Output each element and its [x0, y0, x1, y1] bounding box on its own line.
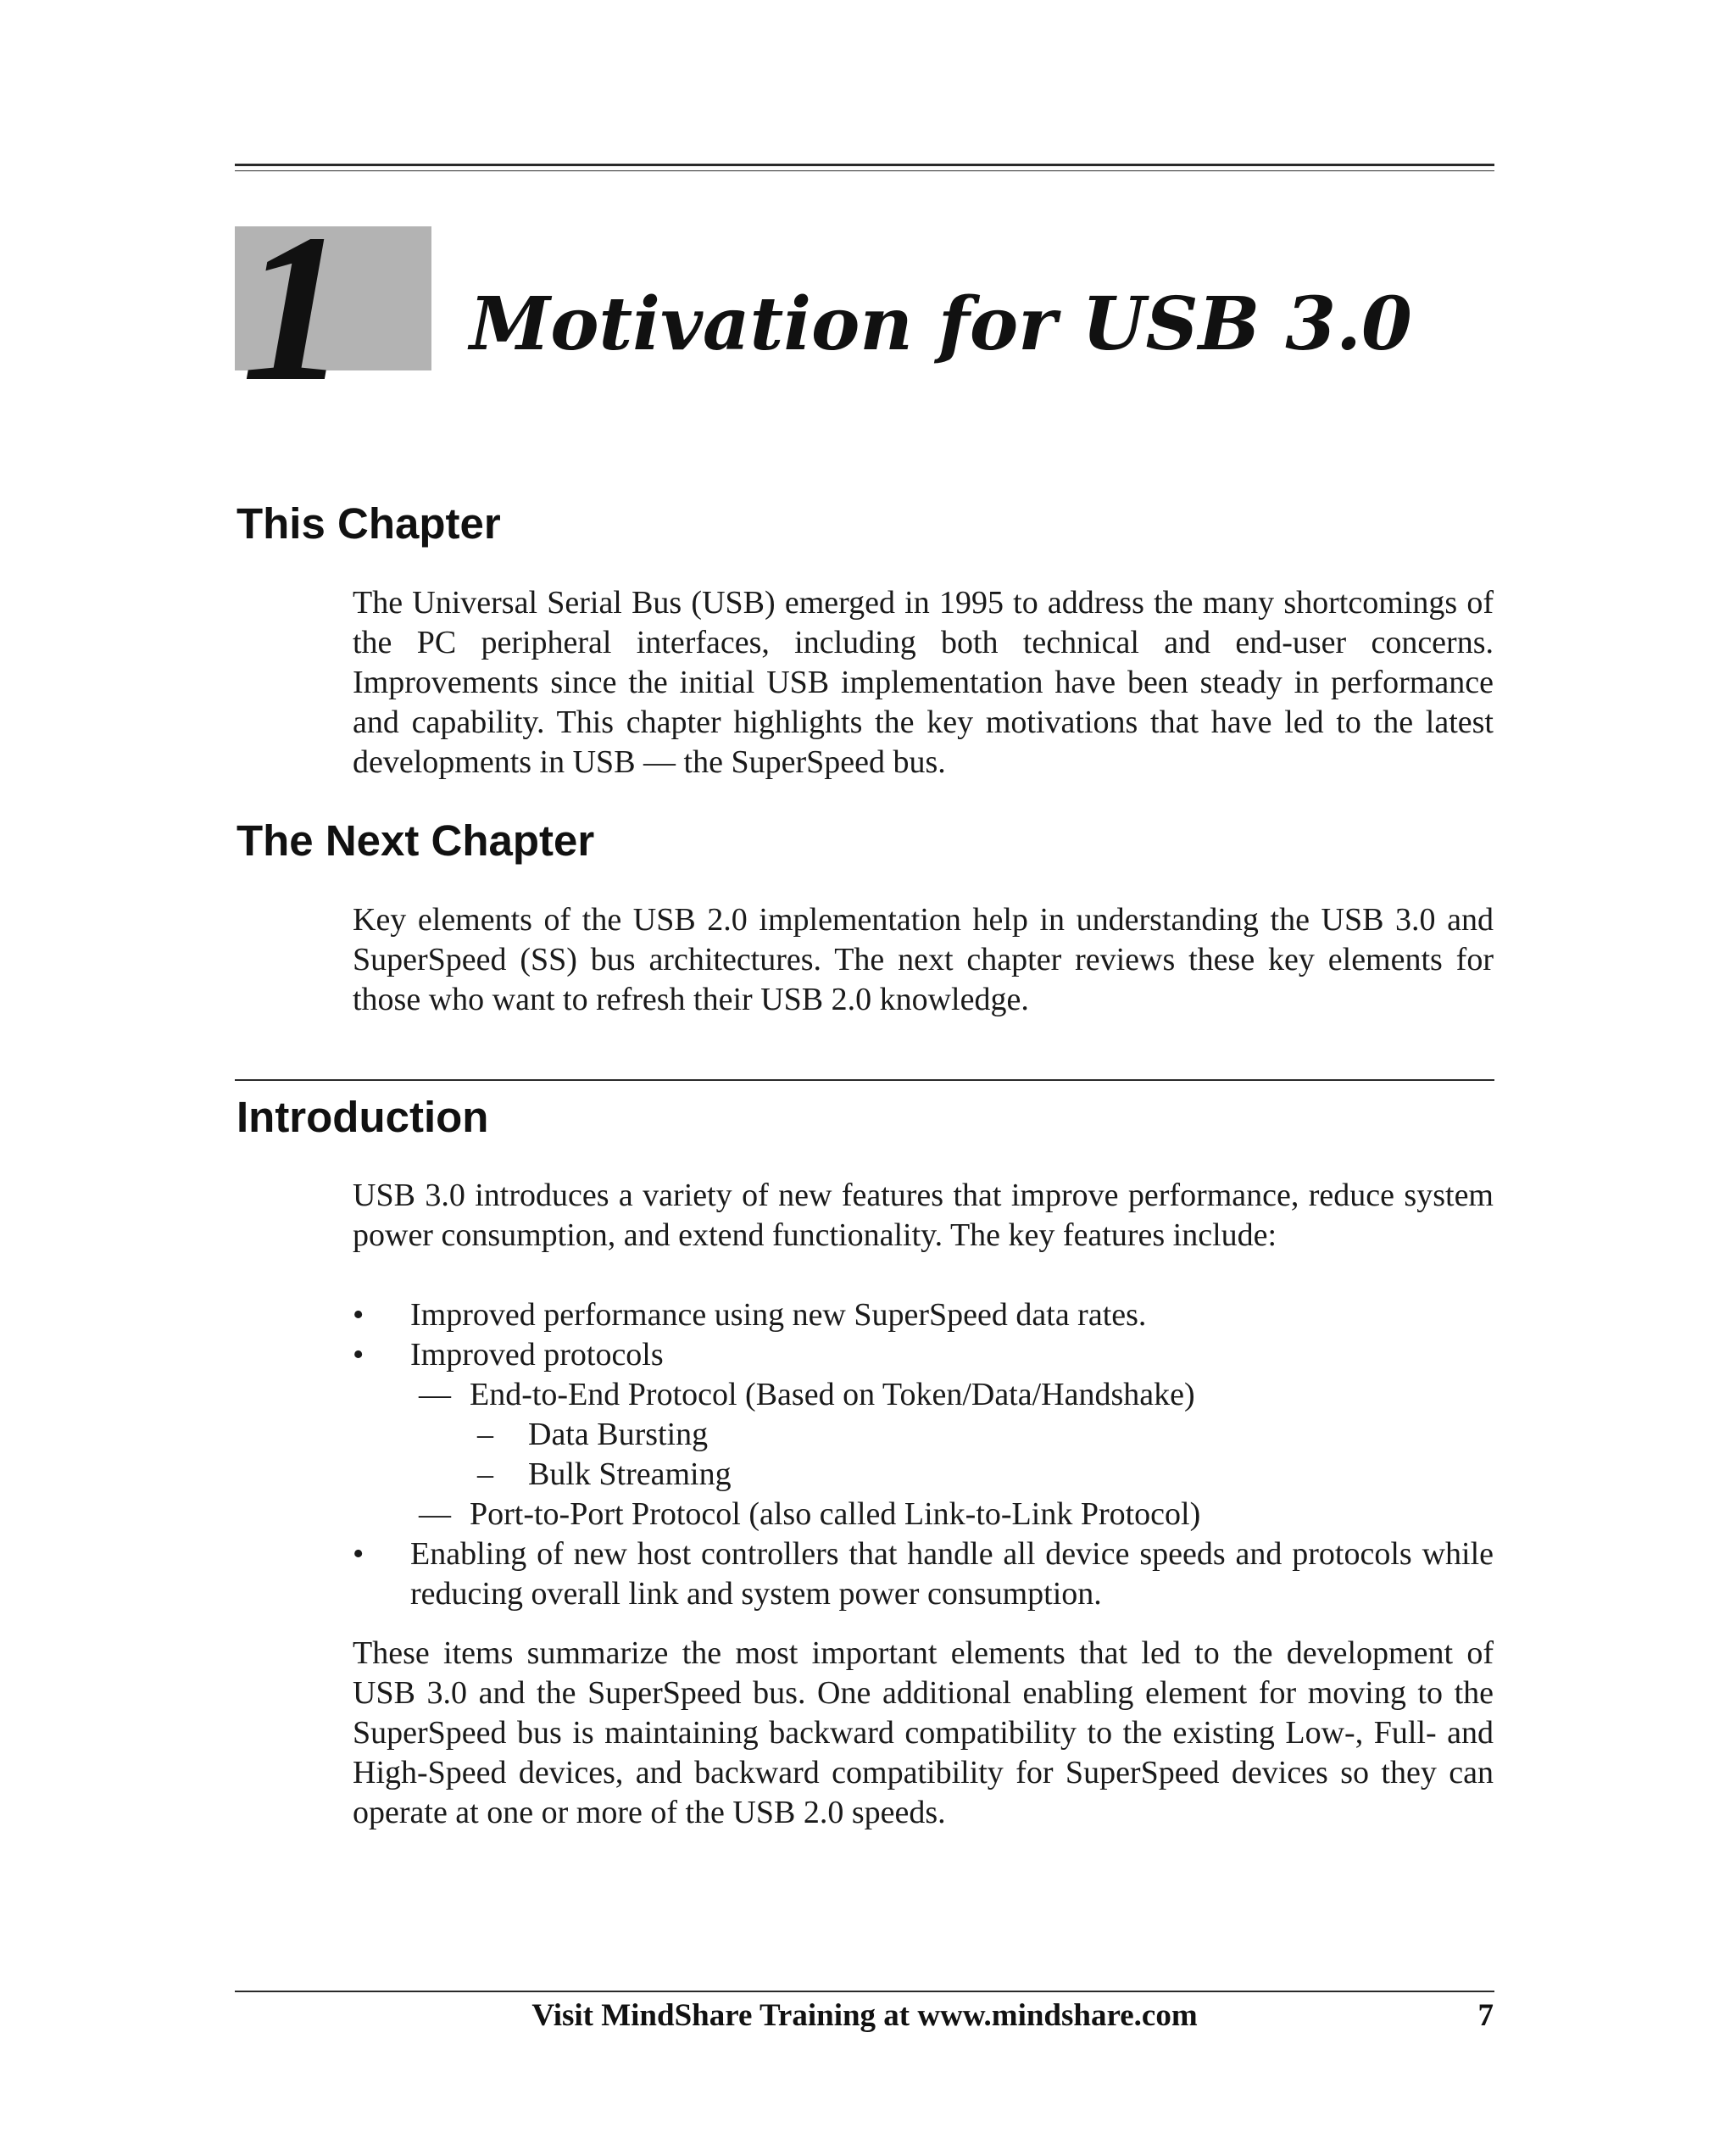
page-number: 7: [1477, 1998, 1494, 2033]
heading-next-chapter: The Next Chapter: [236, 816, 595, 865]
feature-text: Improved performance using new SuperSpeed data rates.: [410, 1297, 1147, 1333]
feature-text: Port-to-Port Protocol (also called Link-to-Link Protocol): [470, 1496, 1201, 1532]
footer-text: Visit MindShare Training at www.mindshare.com: [531, 1998, 1198, 2033]
chapter-title: Motivation for USB 3.0: [470, 281, 1412, 367]
section-divider: [235, 1079, 1494, 1081]
feature-list: [353, 1295, 1494, 1614]
feature-text: Data Bursting: [528, 1417, 709, 1452]
feature-subitem: [353, 1375, 1494, 1415]
feature-item: [353, 1534, 1494, 1614]
em-dash-marker: —: [419, 1377, 451, 1412]
feature-text: Bulk Streaming: [528, 1456, 732, 1492]
bullet-marker: •: [353, 1337, 364, 1373]
heading-introduction: Introduction: [236, 1093, 489, 1141]
feature-subsubitem: [353, 1455, 1494, 1495]
feature-subsubitem: [353, 1415, 1494, 1455]
feature-text: Improved protocols: [410, 1337, 664, 1373]
feature-item: [353, 1295, 1494, 1335]
chapter-number: 1: [242, 191, 348, 426]
closing-paragraph: These items summarize the most important elements that led to the development of USB 3.0 and the SuperSpeed bus. One additional enabling element for moving to the SuperSpeed bus is maintaining backward compatibility to the existing Low-, Full- and High-Speed devices, and backward compatibility for SuperSpeed devices so they can operate at one or more of the USB 2.0 speeds.: [353, 1635, 1494, 1830]
en-dash-marker: –: [477, 1456, 493, 1492]
heading-this-chapter: This Chapter: [236, 499, 501, 548]
introduction-paragraph: USB 3.0 introduces a variety of new features that improve performance, reduce system power consumption, and extend functionality. The key features include:: [353, 1178, 1494, 1253]
feature-subitem: [353, 1495, 1494, 1534]
feature-text: End-to-End Protocol (Based on Token/Data/Handshake): [470, 1377, 1195, 1412]
bullet-marker: •: [353, 1297, 364, 1333]
en-dash-marker: –: [477, 1417, 493, 1452]
header-rule-thin: [235, 170, 1494, 171]
em-dash-marker: —: [419, 1496, 451, 1532]
next-chapter-paragraph: Key elements of the USB 2.0 implementation help in understanding the USB 3.0 and SuperSpeed (SS) bus architectures. The next chapter reviews these key elements for those who want to refresh their USB 2.0 knowledge.: [353, 902, 1494, 1017]
chapter-number-box: [235, 191, 431, 426]
header-rule-thick: [235, 164, 1494, 166]
this-chapter-paragraph: The Universal Serial Bus (USB) emerged in 1995 to address the many shortcomings of the PC peripheral interfaces, including both technical and end-user concerns. Improvements since the initial USB implementation have been steady in performance and capability. This chapter highlights the key motivations that have led to the latest developments in USB — the SuperSpeed bus.: [353, 585, 1494, 780]
feature-text: Enabling of new host controllers that handle all device speeds and protocols while reducing overall link and system power consumption.: [410, 1536, 1494, 1612]
bullet-marker: •: [353, 1536, 364, 1572]
footer-rule: [235, 1991, 1494, 1992]
feature-item: [353, 1335, 1494, 1375]
